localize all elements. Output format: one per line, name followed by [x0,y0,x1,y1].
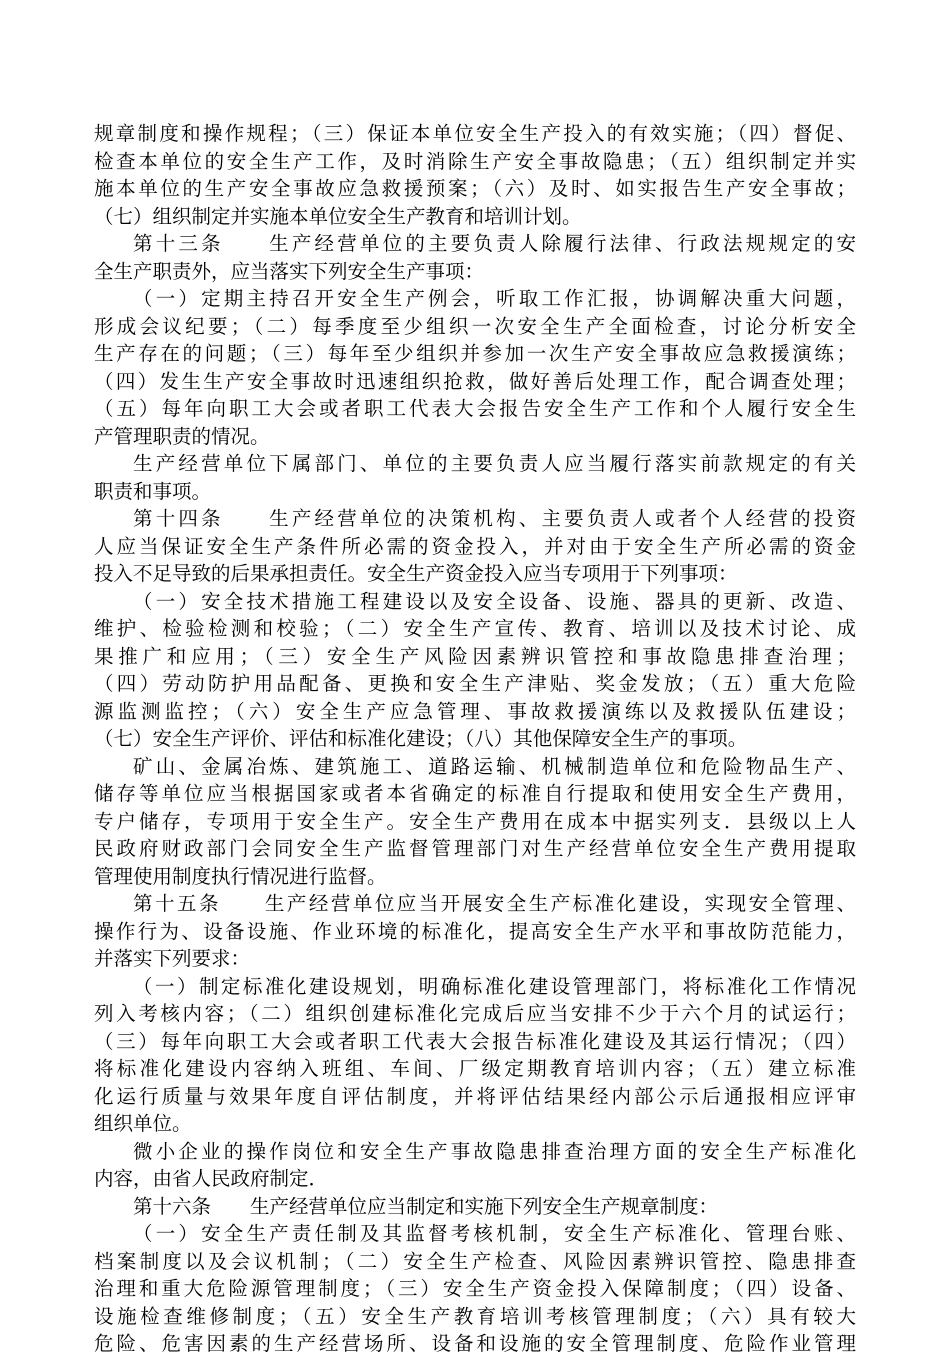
text-line: 维护、检验检测和校验；（二）安全生产宣传、教育、培训以及技术讨论、成 [94,617,856,640]
text-line: 储存等单位应当根据国家或者本省确定的标准自行提取和使用安全生产费用， [94,782,856,805]
text-line: 组织单位。 [94,1112,192,1135]
text-line: 投入不足导致的后果承担责任。安全生产资金投入应当专项用于下列事项： [94,562,738,585]
text-line: 管理使用制度执行情况进行监督。 [94,864,387,888]
text-line: 第十五条 生产经营单位应当开展安全生产标准化建设，实现安全管理、 [133,892,856,915]
text-line: （四）劳动防护用品配备、更换和安全生产津贴、奖金发放；（五）重大危险 [94,672,856,695]
text-line: 将标准化建设内容纳入班组、车间、厂级定期教育培训内容；（五）建立标准 [94,1057,856,1080]
text-line: （七）组织制定并实施本单位安全生产教育和培训计划。 [94,204,582,228]
text-line: （一）制定标准化建设规划，明确标准化建设管理部门，将标准化工作情况 [133,974,856,998]
text-line: 产管理职责的情况。 [94,424,270,448]
text-line: 民政府财政部门会同安全生产监督管理部门对生产经营单位安全生产费用提取 [94,837,856,860]
text-line: （五）每年向职工大会或者职工代表大会报告安全生产工作和个人履行安全生 [94,397,856,420]
text-line: （四）发生生产安全事故时迅速组织抢救，做好善后处理工作，配合调查处理； [94,369,856,393]
text-line: 化运行质量与效果年度自评估制度，并将评估结果经内部公示后通报相应评审 [94,1084,856,1108]
text-line: 规章制度和操作规程；（三）保证本单位安全生产投入的有效实施；（四）督促、 [94,122,856,145]
text-line: （七）安全生产评价、评估和标准化建设；（八）其他保障安全生产的事项。 [94,727,748,750]
text-line: 生产经营单位下属部门、单位的主要负责人应当履行落实前款规定的有关 [133,452,856,475]
text-line: 源监测监控；（六）安全生产应急管理、事故救援演练以及救援队伍建设； [94,699,856,723]
text-line: 果推广和应用；（三）安全生产风险因素辨识管控和事故隐患排查治理； [94,644,856,668]
text-line: 第十六条 生产经营单位应当制定和实施下列安全生产规章制度： [133,1194,719,1218]
text-line: 职责和事项。 [94,479,212,503]
text-line: 全生产职责外，应当落实下列安全生产事项： [94,259,485,283]
text-line: 第十三条 生产经营单位的主要负责人除履行法律、行政法规规定的安 [133,232,856,255]
text-line: 人应当保证安全生产条件所必需的资金投入，并对由于安全生产所必需的资金 [94,534,856,558]
text-line: 治理和重大危险源管理制度；（三）安全生产资金投入保障制度；（四）设备、 [94,1277,856,1300]
text-line: 生产存在的问题；（三）每年至少组织并参加一次生产安全事故应急救援演练； [94,342,856,365]
text-line: （三）每年向职工大会或者职工代表大会报告标准化建设及其运行情况；（四） [94,1029,856,1053]
text-line: 第十四条 生产经营单位的决策机构、主要负责人或者个人经营的投资 [133,507,856,530]
text-line: 专户储存，专项用于安全生产。安全生产费用在成本中据实列支．县级以上人 [94,809,856,833]
text-line: 内容，由省人民政府制定． [94,1167,329,1190]
text-line: 设施检查维修制度；（五）安全生产教育培训考核管理制度；（六）具有较大 [94,1304,856,1328]
text-line: （一）安全技术措施工程建设以及安全设备、设施、器具的更新、改造、 [133,589,856,613]
text-line: （一）定期主持召开安全生产例会，听取工作汇报，协调解决重大问题， [133,287,856,310]
text-line: 并落实下列要求： [94,947,251,970]
text-line: 微小企业的操作岗位和安全生产事故隐患排查治理方面的安全生产标准化 [133,1139,856,1163]
document-body [94,120,856,1358]
text-line: 危险、危害因素的生产经营场所、设备和设施的安全管理制度、危险作业管理 [94,1332,856,1355]
text-line: 列入考核内容；（二）组织创建标准化完成后应当安排不少于六个月的试运行； [94,1002,856,1025]
document-page [94,120,856,1358]
text-line: 档案制度以及会议机制；（二）安全生产检查、风险因素辨识管控、隐患排查 [94,1249,856,1273]
text-line: 操作行为、设备设施、作业环境的标准化，提高安全生产水平和事故防范能力， [94,919,856,943]
text-line: 矿山、金属冶炼、建筑施工、道路运输、机械制造单位和危险物品生产、 [133,754,856,778]
text-line: 施本单位的生产安全事故应急救援预案；（六）及时、如实报告生产安全事故； [94,177,856,200]
text-line: （一）安全生产责任制及其监督考核机制，安全生产标准化、管理台账、 [133,1222,856,1245]
text-line: 形成会议纪要；（二）每季度至少组织一次安全生产全面检查，讨论分析安全 [94,314,856,338]
text-line: 检查本单位的安全生产工作，及时消除生产安全事故隐患；（五）组织制定并实 [94,149,856,173]
